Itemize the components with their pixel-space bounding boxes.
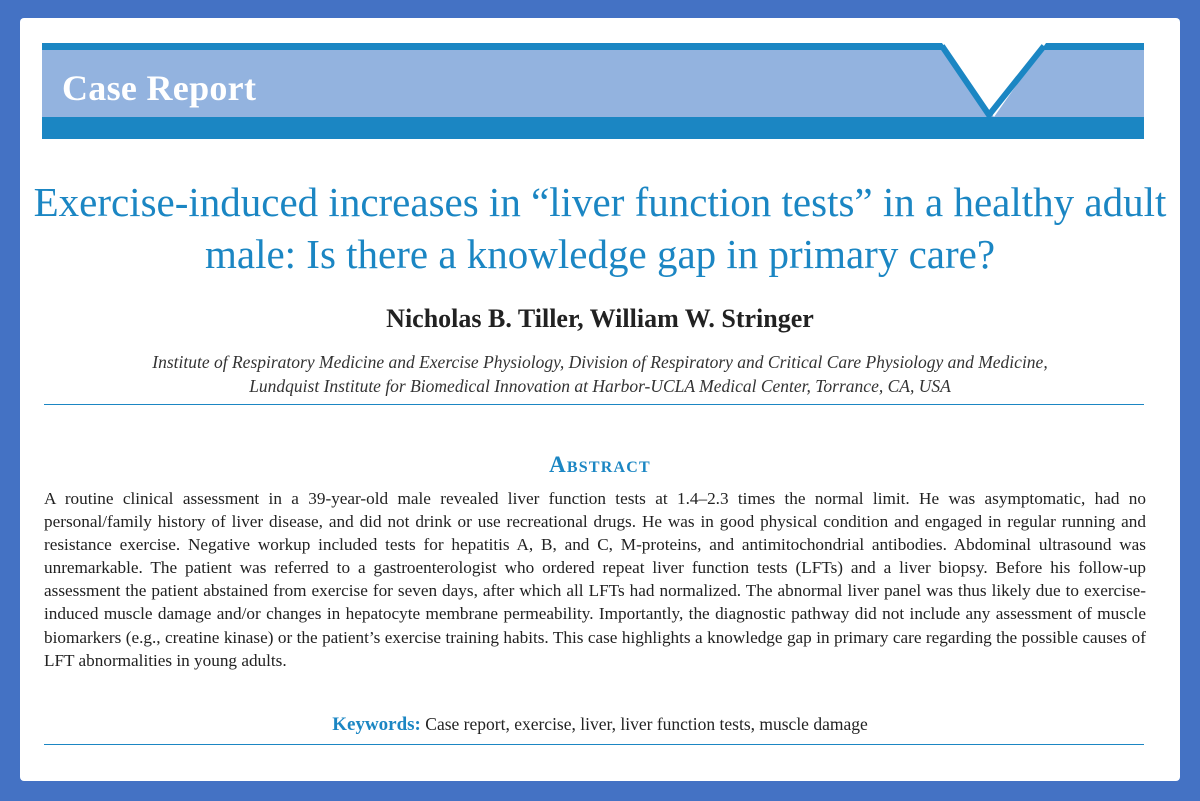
banner-label: Case Report — [62, 68, 257, 108]
article-authors: Nicholas B. Tiller, William W. Stringer — [386, 304, 814, 333]
keywords-list: Case report, exercise, liver, liver function tests, muscle damage — [425, 714, 868, 734]
divider — [44, 744, 1144, 745]
keywords-line — [40, 714, 1160, 736]
article-title: Exercise-induced increases in “liver function tests” in a healthy adult male: Is there a knowledge gap in primary care? — [33, 179, 1167, 277]
abstract-text: A routine clinical assessment in a 39-year-old male revealed liver function tests at 1.4–2.3 times the normal limit. He was asymptomatic, had no personal/family history of liver disease, and did not drink or use recreational drugs. He was in good physical condition and engaged in regular running and resistance exercise. Negative workup included tests for hepatitis A, B, and C, M-proteins, and antimitochondrial antibodies. Abdominal ultrasound was unremarkable. The patient was referred to a gastroenterologist who ordered repeat liver function tests (LFTs) and a liver biopsy. Before his follow-up assessment the patient abstained from exercise for seven days, after which all LFTs had normalized. The abnormal liver panel was thus likely due to exercise-induced muscle damage and/or changes in hepatocyte membrane permeability. Importantly, the diagnostic pathway did not include any assessment of muscle biomarkers (e.g., creatine kinase) or the patient’s exercise training habits. This case highlights a knowledge gap in primary care regarding the possible causes of LFT abnormalities in young adults. — [44, 489, 1146, 670]
keywords-label: Keywords: — [332, 714, 421, 735]
author-affiliation — [40, 350, 1160, 398]
case-report-banner — [42, 43, 1144, 139]
divider — [44, 404, 1144, 405]
affiliation-line: Lundquist Institute for Biomedical Innovation at Harbor-UCLA Medical Center, Torrance, CA, USA — [249, 376, 951, 396]
affiliation-line: Institute of Respiratory Medicine and Exercise Physiology, Division of Respiratory and Critical Care Physiology and Medicine, — [152, 352, 1048, 372]
abstract-heading: Abstract — [549, 452, 651, 477]
